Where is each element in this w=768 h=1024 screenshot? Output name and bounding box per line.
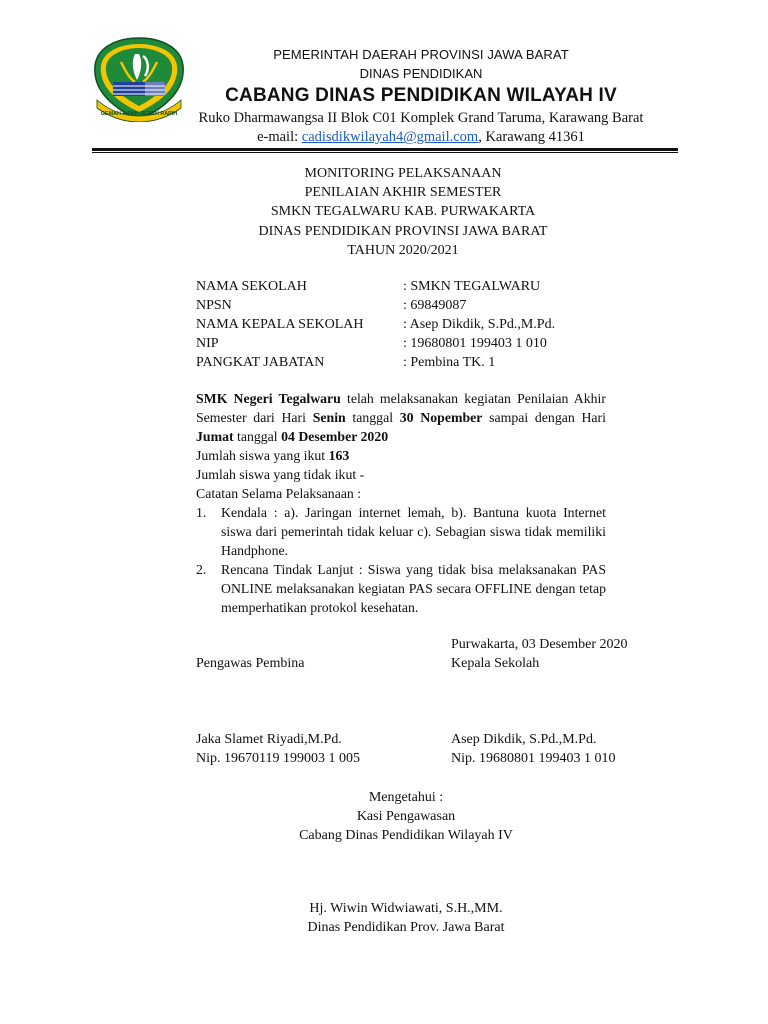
title-line-4: DINAS PENDIDIKAN PROVINSI JAWA BARAT (258, 223, 548, 239)
school-name-bold: SMK Negeri Tegalwaru (196, 391, 341, 406)
left-signer-name: Jaka Slamet Riyadi,M.Pd. (196, 732, 342, 747)
logo-motto-text: GEMAH RIPAH REPEH RAPIH (100, 111, 178, 117)
acknowledged-label: Mengetahui : (368, 790, 444, 805)
letterhead-divider-thick (92, 148, 678, 151)
start-day: Senin (312, 410, 346, 425)
report-body (196, 389, 606, 617)
school-identity-table (196, 277, 616, 372)
acknowledger-position: Kasi Pengawasan (356, 809, 456, 824)
acknowledgement-block (196, 788, 616, 845)
participants-count (196, 446, 606, 465)
start-date: 30 Nopember (399, 410, 483, 425)
identity-row (196, 277, 616, 296)
identity-value: : Pembina TK. 1 (403, 355, 496, 370)
report-paragraph (196, 389, 606, 446)
participants-label: Jumlah siswa yang ikut (196, 448, 329, 463)
list-item (196, 503, 606, 560)
list-text: Rencana Tindak Lanjut : Siswa yang tidak bisa melaksanakan PAS ONLINE melaksanakan kegiatan PAS secara OFFLINE dengan tetap memperhatikan protokol kesehatan. (221, 562, 606, 615)
identity-row (196, 334, 616, 353)
identity-label: NIP (196, 336, 219, 351)
identity-value: : 69849087 (403, 298, 467, 313)
paragraph-text: tanggal (233, 429, 282, 444)
letterhead-contact (186, 128, 656, 147)
left-signer-role: Pengawas Pembina (196, 656, 305, 671)
paragraph-text: tanggal (345, 410, 400, 425)
letterhead-agency: DINAS PENDIDIKAN (359, 66, 483, 81)
right-signer-name: Asep Dikdik, S.Pd.,M.Pd. (451, 732, 597, 747)
identity-label: NAMA SEKOLAH (196, 279, 307, 294)
identity-row (196, 315, 616, 334)
identity-label: PANGKAT JABATAN (196, 355, 325, 370)
acknowledger-organization: Dinas Pendidikan Prov. Jawa Barat (307, 920, 505, 935)
participants-value: 163 (328, 448, 350, 463)
end-day: Jumat (196, 429, 234, 444)
list-item (196, 560, 606, 617)
title-line-5: TAHUN 2020/2021 (347, 242, 459, 258)
email-link[interactable]: cadisdikwilayah4@gmail.com (301, 129, 479, 145)
list-text: Kendala : a). Jaringan internet lemah, b). Bantuna kuota Internet siswa dari pemerintah tidak keluar c). Sebagian siswa tidak memiliki Handphone. (221, 505, 606, 558)
right-signer-role: Kepala Sekolah (451, 656, 540, 671)
notes-heading: Catatan Selama Pelaksanaan : (196, 486, 362, 501)
paragraph-text: sampai dengan Hari (482, 410, 606, 425)
left-signer-nip: Nip. 19670119 199003 1 005 (196, 751, 360, 766)
title-line-3: SMKN TEGALWARU KAB. PURWAKARTA (270, 204, 536, 220)
identity-row (196, 353, 616, 372)
identity-row (196, 296, 616, 315)
identity-value: : SMKN TEGALWARU (403, 279, 541, 294)
email-prefix: e-mail: (257, 129, 302, 145)
end-date: 04 Desember 2020 (281, 429, 389, 444)
letterhead-branch: CABANG DINAS PENDIDIKAN WILAYAH IV (225, 85, 617, 106)
place-date: Purwakarta, 03 Desember 2020 (451, 637, 628, 652)
identity-value: : Asep Dikdik, S.Pd.,M.Pd. (403, 317, 556, 332)
list-number: 2. (196, 562, 207, 577)
paragraph-text: telah melaksanakan kegiatan Penilaian Akhir Semester dari Hari (196, 391, 606, 425)
letterhead-divider-thin (92, 152, 678, 153)
non-participants-count: Jumlah siswa yang tidak ikut - (196, 467, 365, 482)
acknowledger-signature (196, 899, 616, 937)
letterhead-government: PEMERINTAH DAERAH PROVINSI JAWA BARAT (273, 47, 569, 62)
letterhead (186, 46, 656, 147)
acknowledger-office: Cabang Dinas Pendidikan Wilayah IV (299, 828, 513, 843)
identity-value: : 19680801 199403 1 010 (403, 336, 547, 351)
title-line-2: PENILAIAN AKHIR SEMESTER (304, 185, 502, 201)
title-line-1: MONITORING PELAKSANAAN (304, 166, 502, 181)
acknowledger-name: Hj. Wiwin Widwiawati, S.H.,MM. (309, 901, 503, 916)
email-suffix: , Karawang 41361 (478, 129, 585, 145)
list-number: 1. (196, 505, 207, 520)
identity-label: NAMA KEPALA SEKOLAH (196, 317, 364, 332)
document-title (196, 164, 610, 260)
jawa-barat-emblem-logo (91, 36, 187, 122)
notes-list (196, 503, 606, 617)
letterhead-address: Ruko Dharmawangsa II Blok C01 Komplek Grand Taruma, Karawang Barat (198, 110, 644, 126)
identity-label: NPSN (196, 298, 232, 313)
right-signer-nip: Nip. 19680801 199403 1 010 (451, 751, 616, 766)
